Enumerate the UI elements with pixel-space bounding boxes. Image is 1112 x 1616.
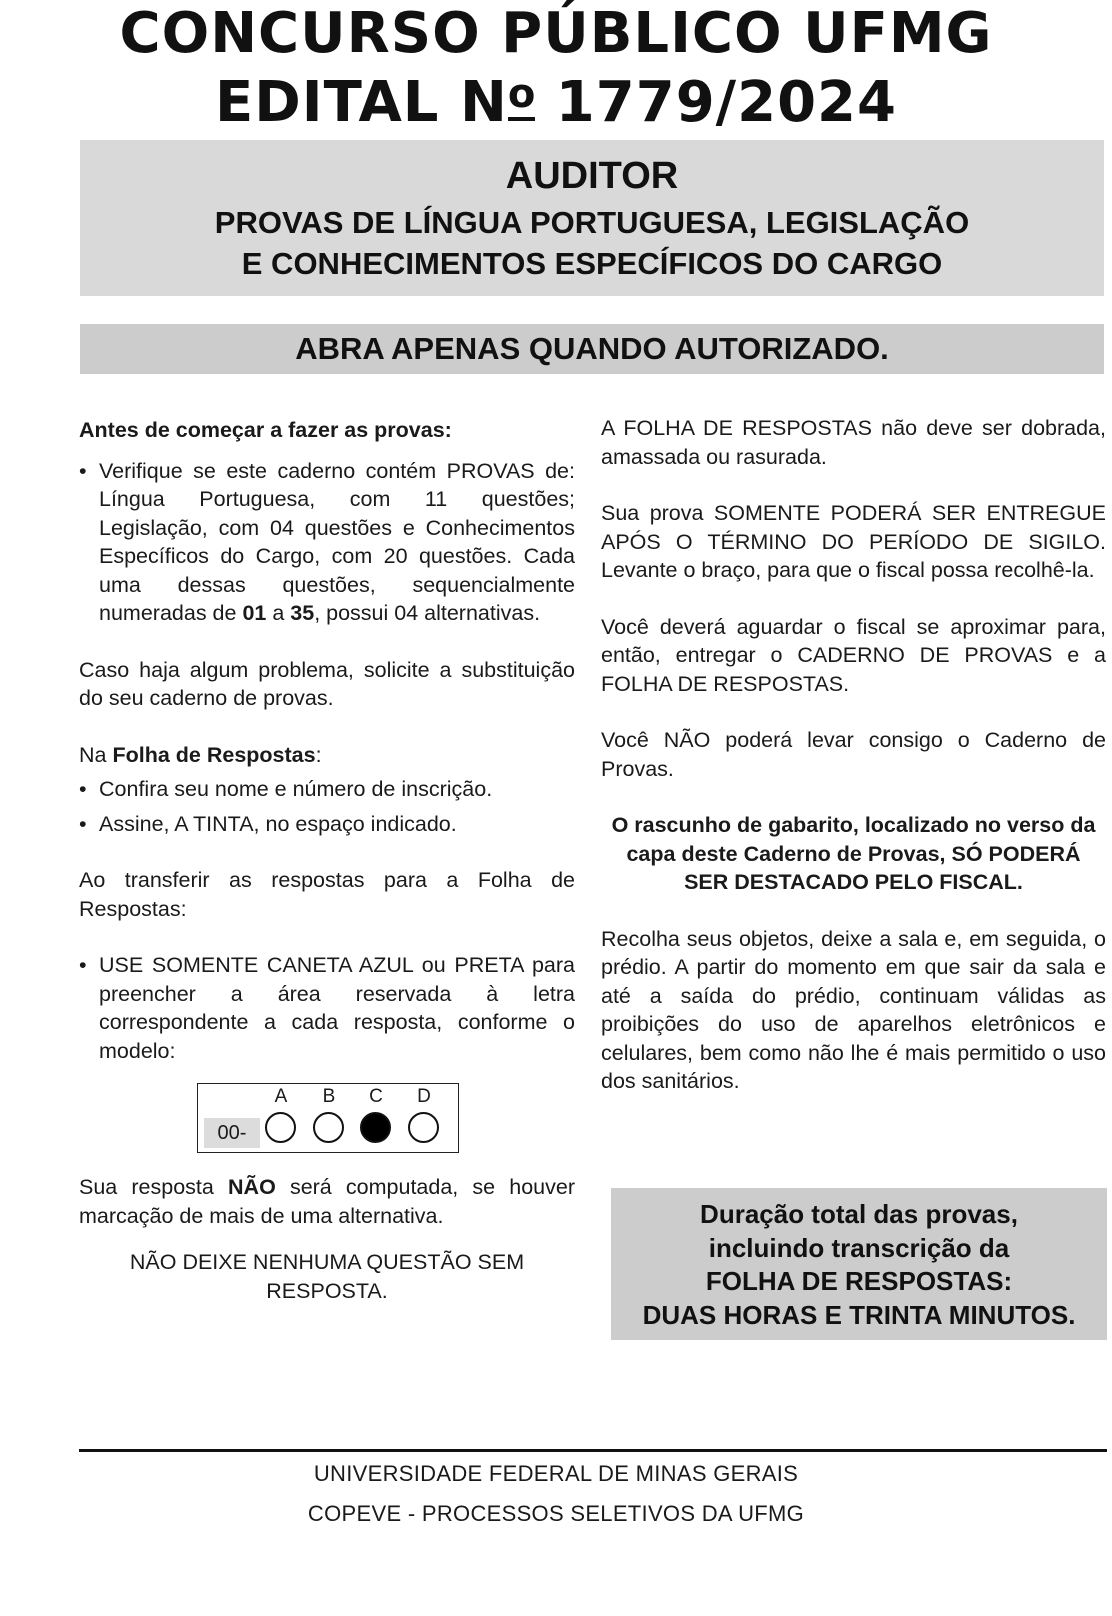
model-row-label: 00- [204,1118,260,1148]
verify-text-after: , possui 04 alternativas. [314,601,541,625]
bullet-caneta [79,951,575,1065]
rascunho-text: O rascunho de gabarito, localizado no verso da capa deste Caderno de Provas, SÓ PODERÁ SER DESTACADO PELO FISCAL. [611,813,1096,894]
bullet-confira [79,775,575,804]
cargo-box [80,140,1104,296]
verify-to-number: 35 [290,601,315,625]
verify-text [99,457,575,628]
provas-line-1: PROVAS DE LÍNGUA PORTUGUESA, LEGISLAÇÃO [214,205,970,240]
entrega-text: Sua prova SOMENTE PODERÁ SER ENTREGUE APÓS O TÉRMINO DO PERÍODO DE SIGILO. Levante o braço, para que o fiscal possa recolhê-la. [601,501,1106,582]
model-bubble-a [265,1112,296,1143]
model-letter-c: C [369,1086,383,1107]
numero-sign [508,70,535,135]
model-bubble-b [313,1112,344,1143]
answer-model-example [197,1083,459,1153]
footer-copeve: COPEVE - PROCESSOS SELETIVOS DA UFMG [307,1501,805,1526]
numero-ordinal: o [508,71,535,121]
caneta-text: USE SOMENTE CANETA AZUL ou PRETA para preencher a área reservada à letra correspondente a cada resposta, conforme o modelo: [99,953,575,1063]
duration-line-4: DUAS HORAS E TRINTA MINUTOS. [642,1299,1076,1330]
folha-nao-dobrar-text: A FOLHA DE RESPOSTAS não deve ser dobrada, amassada ou rasurada. [601,416,1106,469]
nao-levar-text: Você NÃO poderá levar consigo o Caderno de Provas. [601,728,1106,781]
bullet-dot-icon: • [79,811,87,836]
folha-bold: Folha de Respostas [112,742,316,767]
folha-prefix: Na [79,742,113,767]
transferir-text: Ao transferir as respostas para a Folha de Respostas: [79,868,575,921]
duration-line-1: Duração total das provas, [700,1199,1018,1229]
bullet-assine [79,810,575,839]
duration-line-2: incluindo transcrição da [708,1232,1010,1263]
title-line-1: CONCURSO PÚBLICO UFMG [119,1,993,66]
edital-number: 1779/2024 [535,70,897,135]
bullet-dot-icon: • [79,458,87,483]
instructions-heading: Antes de começar a fazer as provas: [79,418,452,442]
instructions-right-column [601,414,1106,1096]
folha-suffix: : [315,742,322,767]
resposta-suffix: será computada, se houver marcação de mais de uma alternativa. [79,1175,575,1228]
nao-deixe-text: NÃO DEIXE NENHUMA QUESTÃO SEM RESPOSTA. [129,1250,525,1303]
aguardar-text: Você deverá aguardar o fiscal se aproximar para, então, entregar o CADERNO DE PROVAS e a FOLHA DE RESPOSTAS. [601,614,1106,696]
duration-line-3: FOLHA DE RESPOSTAS: [705,1266,1013,1296]
cargo-name: AUDITOR [505,155,679,197]
footer-divider [79,1449,1107,1452]
resposta-prefix: Sua resposta [79,1175,229,1199]
folha-heading [79,741,575,770]
resposta-bold: NÃO [228,1175,276,1199]
bullet-dot-icon: • [79,953,87,977]
title-line-2 [0,69,1112,136]
verify-from-number: 01 [242,601,267,625]
resposta-text [79,1173,575,1230]
open-only-when-authorized-notice: ABRA APENAS QUANDO AUTORIZADO. [80,324,1104,374]
edital-prefix: EDITAL N [215,70,508,135]
model-letter-b: B [322,1086,336,1107]
footer-university: UNIVERSIDADE FEDERAL DE MINAS GERAIS [313,1461,799,1486]
instructions-left-column [79,416,575,1305]
model-letter-d: D [417,1086,431,1107]
bullet-verify [79,457,575,628]
duration-box [611,1188,1107,1340]
provas-line-2: E CONHECIMENTOS ESPECÍFICOS DO CARGO [241,246,943,281]
model-letter-a: A [274,1086,288,1107]
problem-text: Caso haja algum problema, solicite a substituição do seu caderno de provas. [79,657,575,710]
model-bubble-d [408,1112,439,1143]
bullet-dot-icon: • [79,777,87,801]
verify-text-mid: a [266,601,291,625]
exam-title [0,0,1112,136]
model-bubble-c-filled [360,1112,391,1143]
recolha-text: Recolha seus objetos, deixe a sala e, em seguida, o prédio. A partir do momento em que sair da sala e até a saída do prédio, continuam válidas as proibições do uso de aparelhos eletrônicos e celulares, bem como não lhe é mais permitido o uso dos sanitários. [601,926,1106,1093]
assine-text: Assine, A TINTA, no espaço indicado. [99,811,457,836]
verify-text-before: Verifique se este caderno contém PROVAS de: Língua Portuguesa, com 11 questões; Legislação, com 04 questões e Conhecimentos Específicos do Cargo, com 20 questões. Cada uma dessas questões, sequencialmente numeradas de [99,458,575,625]
confira-text: Confira seu nome e número de inscrição. [99,777,493,801]
